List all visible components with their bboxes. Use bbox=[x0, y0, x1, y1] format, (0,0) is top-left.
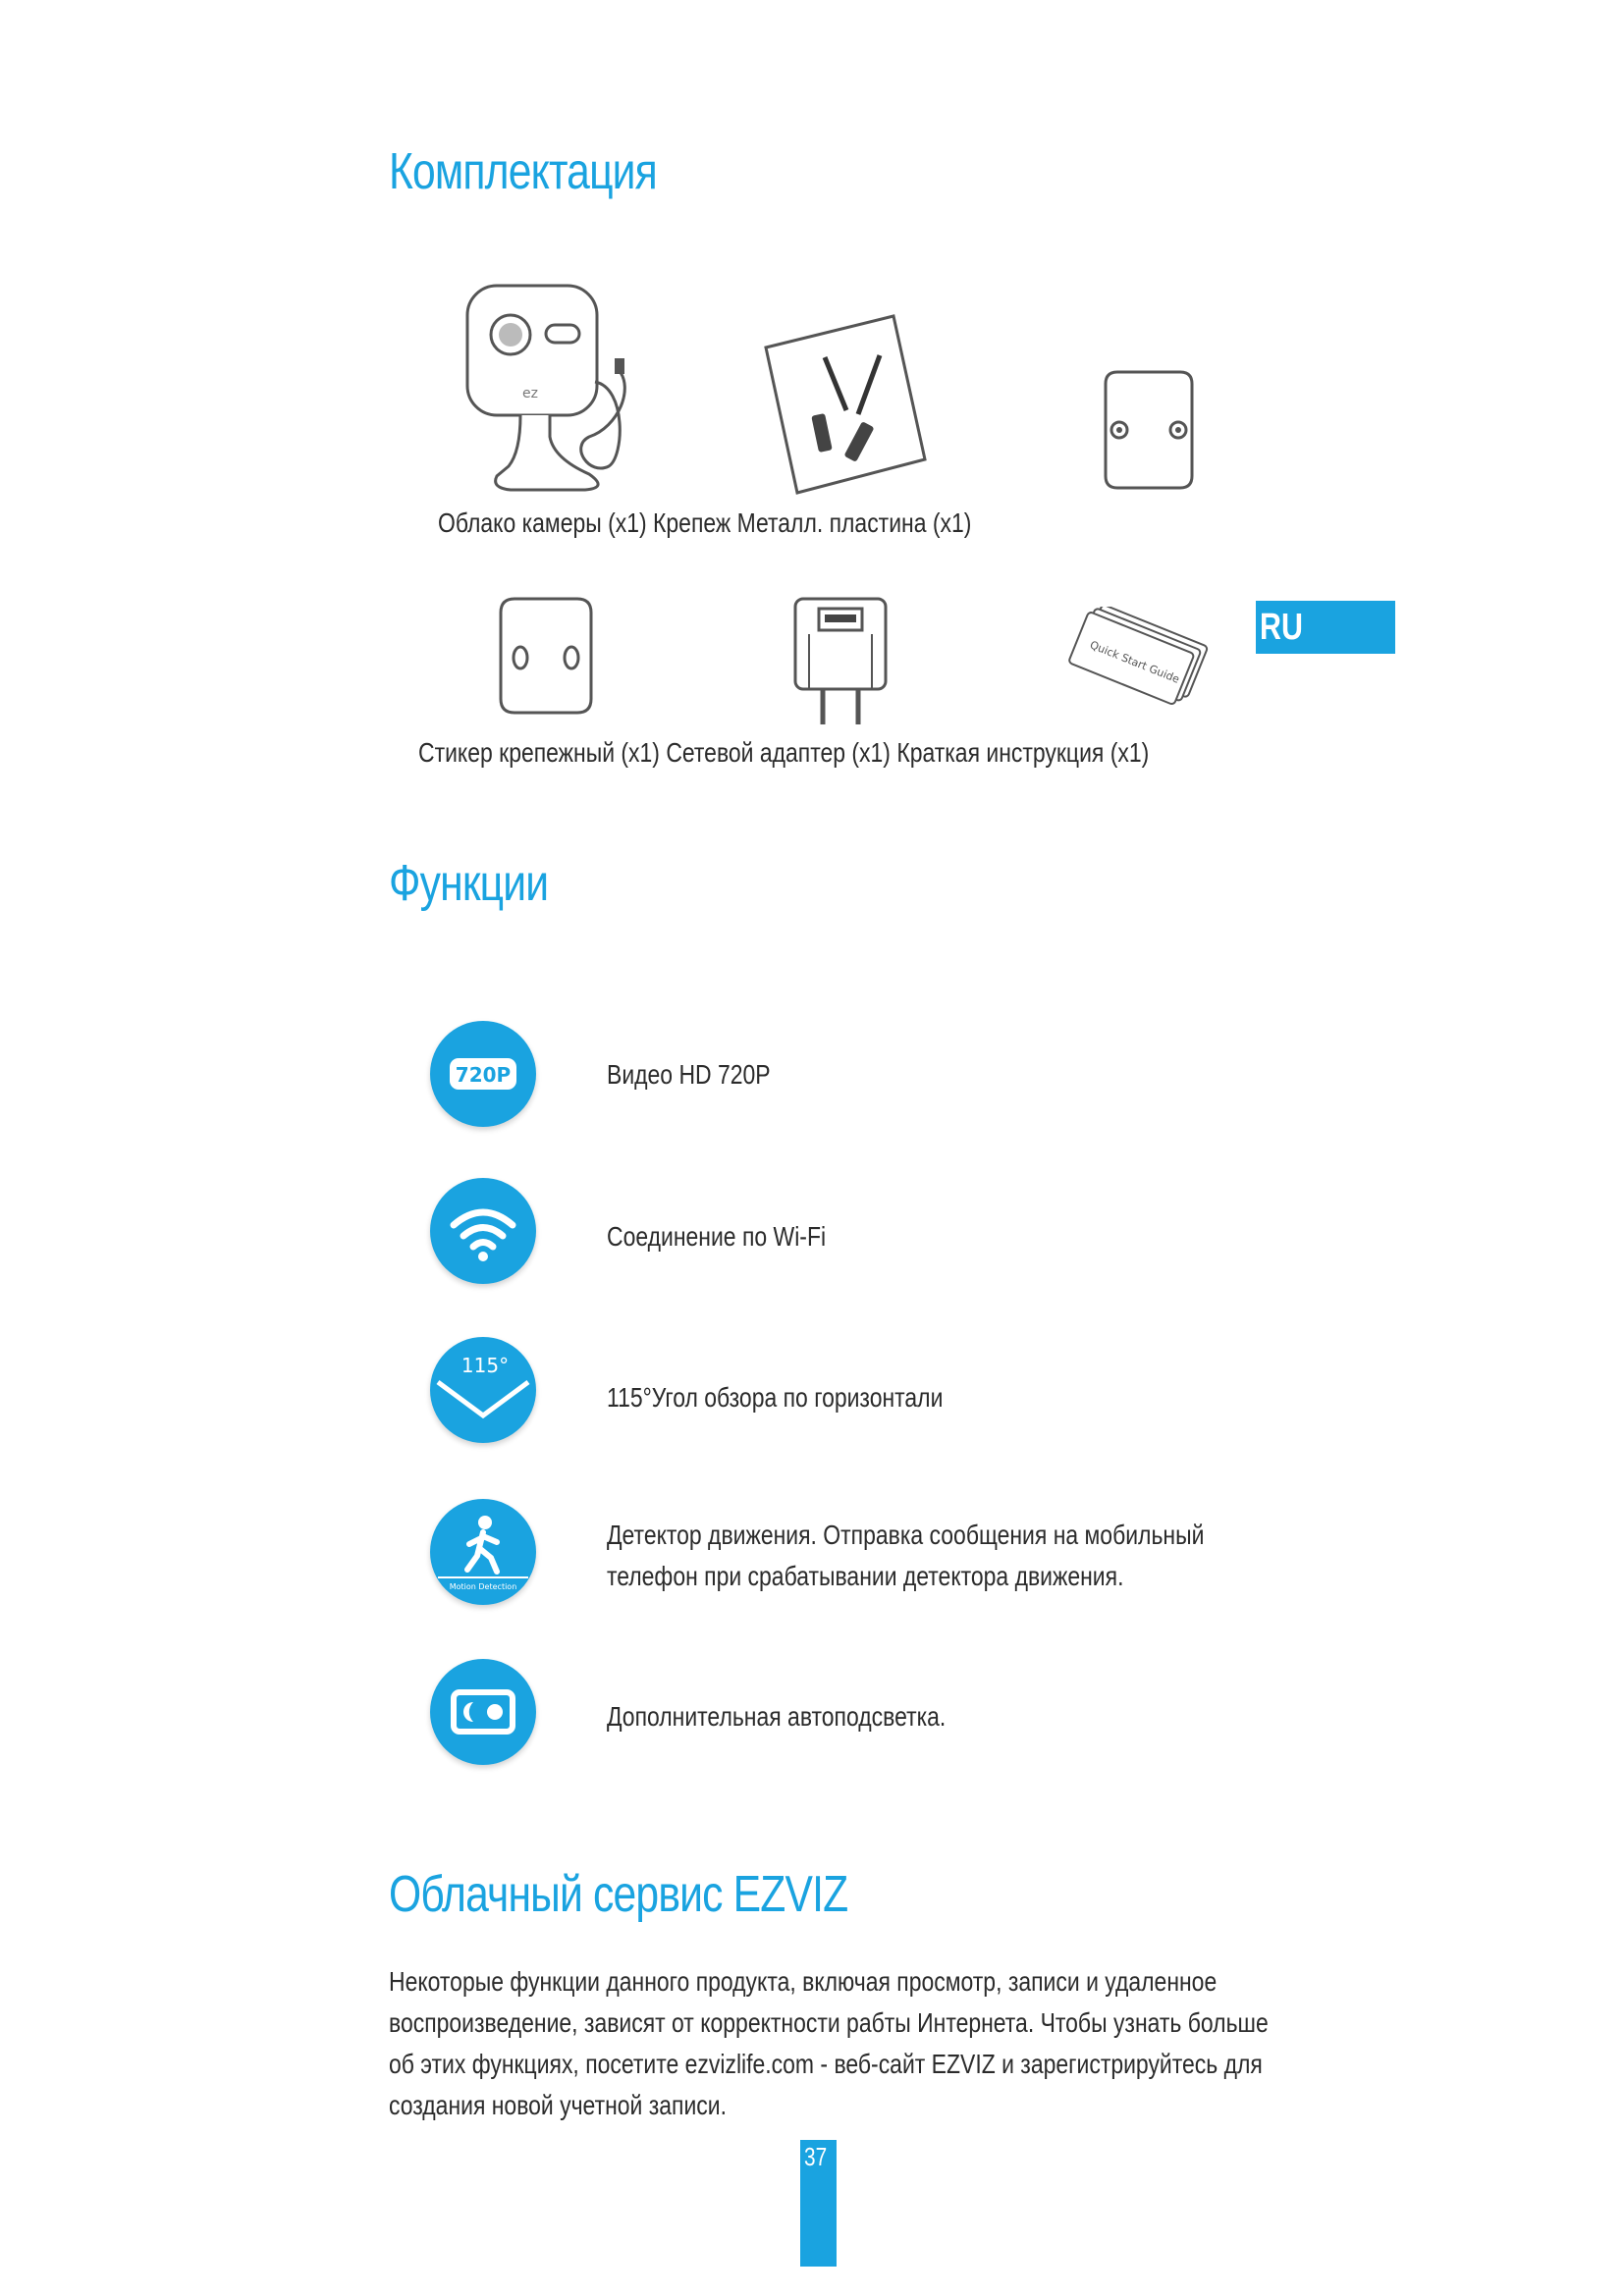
view-angle-icon bbox=[430, 1337, 536, 1443]
night-vision-icon bbox=[430, 1659, 536, 1765]
feature-text-motion-line2: телефон при срабатывании детектора движения. bbox=[607, 1561, 1124, 1591]
cloud-line-4: создания новой учетной записи. bbox=[389, 2090, 727, 2120]
mount-sticker-icon bbox=[497, 595, 595, 717]
cloud-description bbox=[389, 1961, 1269, 2126]
section-title-cloud: Облачный сервис EZVIZ bbox=[389, 1866, 848, 1923]
wifi-icon bbox=[430, 1178, 536, 1284]
section-title-features: Функции bbox=[389, 855, 549, 912]
package-caption-row1: Облако камеры (x1) Крепеж Металл. пластина (x1) bbox=[438, 507, 972, 538]
svg-text:ez: ez bbox=[522, 386, 538, 401]
quick-start-guide-icon bbox=[1066, 607, 1214, 715]
feature-text-motion-line1: Детектор движения. Отправка сообщения на мобильный bbox=[607, 1520, 1205, 1550]
svg-text:Quick Start Guide: Quick Start Guide bbox=[1088, 638, 1182, 686]
angle-badge-text: 115° bbox=[460, 1354, 510, 1377]
hd-720p-icon bbox=[430, 1021, 536, 1127]
feature-text-night: Дополнительная автоподсветка. bbox=[607, 1701, 947, 1732]
power-adapter-icon bbox=[789, 595, 892, 730]
motion-badge-text: Motion Detection bbox=[449, 1582, 517, 1591]
package-caption-row2: Стикер крепежный (x1) Сетевой адаптер (x1) Краткая инструкция (x1) bbox=[418, 737, 1150, 768]
screw-kit-icon bbox=[762, 312, 929, 497]
motion-detection-icon bbox=[430, 1499, 536, 1605]
metal-plate-icon bbox=[1100, 366, 1198, 494]
section-title-package: Комплектация bbox=[389, 143, 657, 200]
cloud-line-2: воспроизведение, зависят от корректности рабты Интернета. Чтобы узнать больше bbox=[389, 2007, 1269, 2038]
page-number: 37 bbox=[804, 2142, 828, 2171]
hd-badge-text: 720P bbox=[455, 1063, 512, 1087]
feature-text-angle: 115°Угол обзора по горизонтали bbox=[607, 1382, 944, 1413]
language-label: RU bbox=[1260, 607, 1303, 648]
feature-text-wifi: Соединение по Wi-Fi bbox=[607, 1221, 827, 1252]
feature-text-hd: Видео HD 720P bbox=[607, 1059, 771, 1090]
cloud-line-3: об этих функциях, посетите ezvizlife.com - веб-сайт EZVIZ и зарегистрируйтесь для bbox=[389, 2049, 1263, 2079]
page-number-tab bbox=[800, 2140, 837, 2267]
camera-icon bbox=[452, 280, 648, 506]
language-tab bbox=[1256, 601, 1395, 654]
cloud-line-1: Некоторые функции данного продукта, включая просмотр, записи и удаленное bbox=[389, 1966, 1218, 1997]
